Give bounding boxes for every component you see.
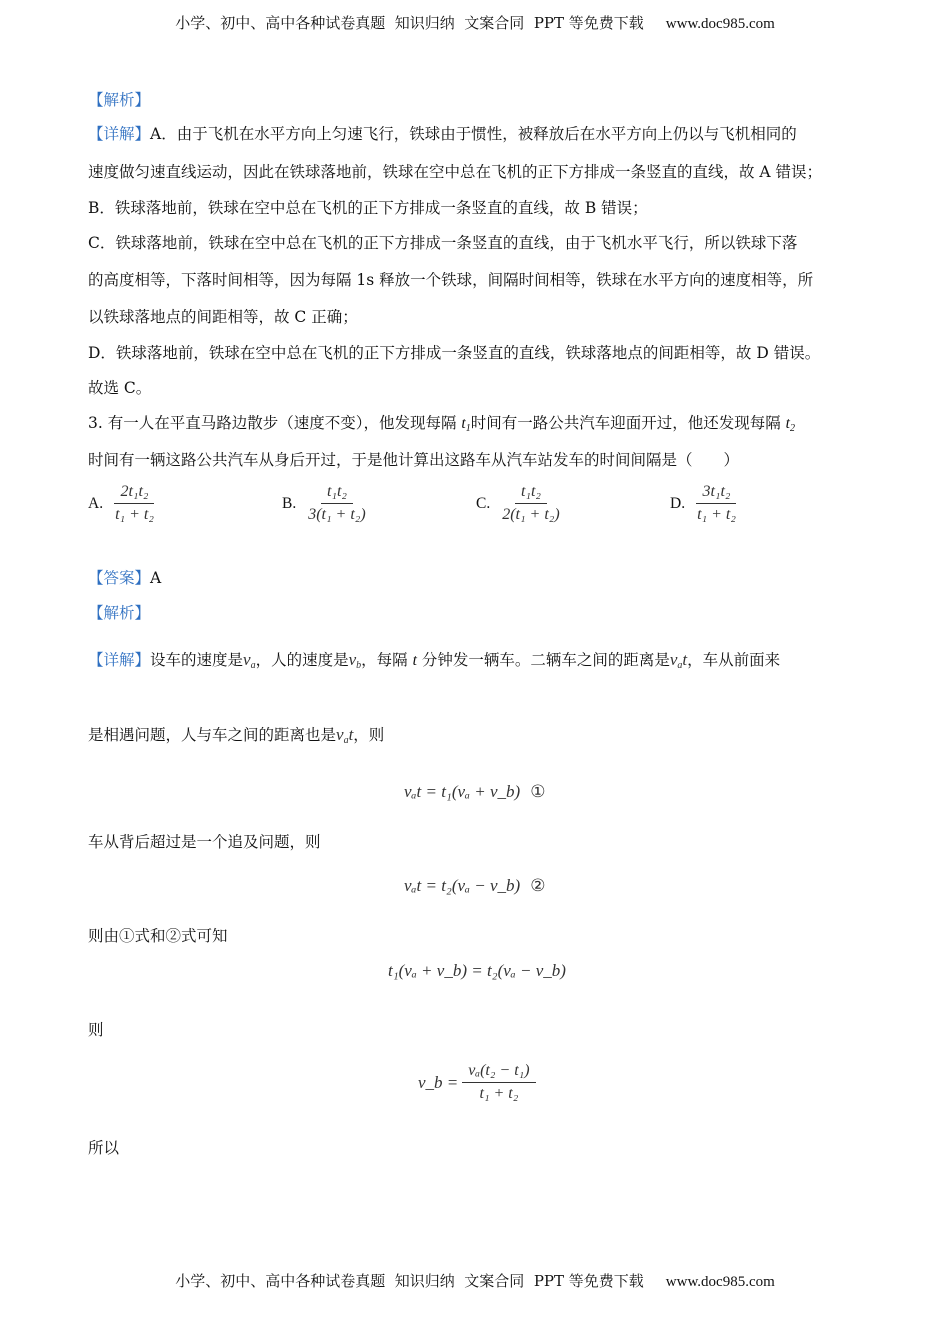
var-t2: $t_2$: [785, 415, 795, 434]
option-d-den: t₁ + t₂: [697, 506, 736, 523]
var-t: t: [412, 652, 417, 669]
q3-stem-line-2: 时间有一辆这路公共汽车从身后开过，于是他计算出这路车从汽车站发车的时间间隔是（ ）: [88, 451, 740, 469]
footer-text: 小学、初中、高中各种试卷真题 知识归纳 文案合同 PPT 等免费下载: [175, 1272, 644, 1290]
q2-detail-line-4: C．铁球落地前，铁球在空中总在飞机的正下方排成一条竖直的直线，由于飞机水平飞行，所以铁球下落: [88, 234, 798, 252]
option-b[interactable]: [282, 483, 372, 524]
equation-4-fraction: [462, 1062, 535, 1103]
var-va-t: $v_at$: [669, 650, 688, 671]
q2-analysis-tag: 【解析】: [88, 91, 151, 109]
q3-analysis-tag: 【解析】: [88, 604, 151, 622]
q3-stem-part-a: 3. 有一人在平直马路边散步（速度不变），他发现每隔: [88, 414, 462, 432]
page-header: [0, 12, 950, 33]
equation-4: [418, 1062, 536, 1103]
q2-detail-line-1: [88, 124, 797, 144]
option-b-num: t₁t₂: [321, 483, 353, 504]
equation-1: [404, 782, 545, 802]
equation-1-body: vₐt = t₁(vₐ + v_b): [404, 782, 521, 801]
option-d-num: 3t₁t₂: [696, 483, 736, 504]
equation-1-mark: ①: [530, 782, 546, 801]
header-site[interactable]: www.doc985.com: [665, 16, 775, 32]
q3-chase-text: 车从背后超过是一个追及问题，则: [88, 833, 321, 851]
option-b-label: B.: [282, 494, 297, 512]
q2-detail-line-2: 速度做匀速直线运动，因此在铁球落地前，铁球在空中总在飞机的正下方排成一条竖直的直线，故 A 错误；: [88, 163, 823, 181]
var-t1: $t_1$: [461, 415, 471, 434]
option-d[interactable]: [670, 483, 742, 524]
q3-detail-line-2: [88, 725, 384, 751]
q3-detail-text-1a: 设车的速度是: [150, 651, 244, 669]
option-d-label: D.: [670, 494, 686, 512]
q3-detail-text-2b: ，则: [353, 726, 385, 744]
q2-detail-tag: 【详解】: [88, 125, 151, 143]
q3-detail-text-2a: 是相遇问题，人与车之间的距离也是: [88, 726, 337, 744]
q3-so-text: 所以: [88, 1139, 120, 1157]
equation-4-num: vₐ(t₂ − t₁): [462, 1062, 535, 1083]
var-vb: $v_b$: [348, 650, 362, 671]
equation-2-mark: ②: [530, 876, 546, 895]
q3-from-text: 则由①式和②式可知: [88, 927, 228, 945]
option-c-fraction: [496, 483, 565, 524]
option-a-num: 2t₁t₂: [114, 483, 154, 504]
equation-2: [404, 876, 545, 896]
option-b-den: 3(t₁ + t₂): [308, 506, 366, 523]
footer-site[interactable]: www.doc985.com: [665, 1274, 775, 1290]
option-c-den: 2(t₁ + t₂): [502, 506, 560, 523]
q3-detail-text-1b: ，人的速度是: [255, 651, 349, 669]
q3-detail-text-1c: ，每隔: [361, 651, 413, 669]
option-a[interactable]: [88, 483, 160, 524]
equation-3: t₁(vₐ + v_b) = t₂(vₐ − v_b): [388, 961, 566, 980]
option-c-num: t₁t₂: [515, 483, 547, 504]
q3-stem-part-b: 时间有一路公共汽车迎面开过，他还发现每隔: [470, 414, 786, 432]
option-c-label: C.: [476, 494, 491, 512]
q3-detail-text-1d: 分钟发一辆车。二辆车之间的距离是: [416, 651, 670, 669]
q3-then-text: 则: [88, 1021, 104, 1039]
equation-4-lhs: v_b =: [418, 1072, 459, 1092]
option-d-fraction: [691, 483, 742, 524]
page-footer: [0, 1270, 950, 1291]
q3-stem-line-1: [88, 413, 795, 439]
equation-2-body: vₐt = t₂(vₐ − v_b): [404, 876, 521, 895]
option-a-label: A.: [88, 494, 104, 512]
q2-detail-line-6: 以铁球落地点的间距相等，故 C 正确；: [88, 308, 358, 326]
option-c[interactable]: [476, 483, 566, 524]
option-a-fraction: [109, 483, 160, 524]
q3-detail-line-1: [88, 650, 780, 676]
var-va: $v_a$: [243, 650, 256, 671]
q3-answer-value: A: [150, 569, 162, 587]
q2-detail-line-7: D．铁球落地前，铁球在空中总在飞机的正下方排成一条竖直的直线，铁球落地点的间距相等，故 D 错误。: [88, 344, 821, 362]
q2-detail-text-1: A．由于飞机在水平方向上匀速飞行，铁球由于惯性，被释放后在水平方向上仍以与飞机相同的: [150, 125, 797, 143]
q2-detail-line-5: 的高度相等，下落时间相等，因为每隔 1s 释放一个铁球，间隔时间相等，铁球在水平方向的速度相等，所: [88, 271, 814, 289]
q2-detail-line-8: 故选 C。: [88, 379, 152, 397]
q3-answer-tag: 【答案】: [88, 569, 151, 587]
q3-answer-line: [88, 568, 161, 588]
header-text: 小学、初中、高中各种试卷真题 知识归纳 文案合同 PPT 等免费下载: [175, 14, 644, 32]
option-a-den: t₁ + t₂: [115, 506, 154, 523]
option-b-fraction: [302, 483, 371, 524]
q3-detail-tag: 【详解】: [88, 651, 151, 669]
equation-4-den: t₁ + t₂: [479, 1085, 519, 1102]
q2-detail-line-3: B．铁球落地前，铁球在空中总在飞机的正下方排成一条竖直的直线，故 B 错误；: [88, 199, 648, 217]
q3-detail-text-1e: ，车从前面来: [687, 651, 781, 669]
var-va-t-2: $v_at$: [336, 725, 354, 746]
